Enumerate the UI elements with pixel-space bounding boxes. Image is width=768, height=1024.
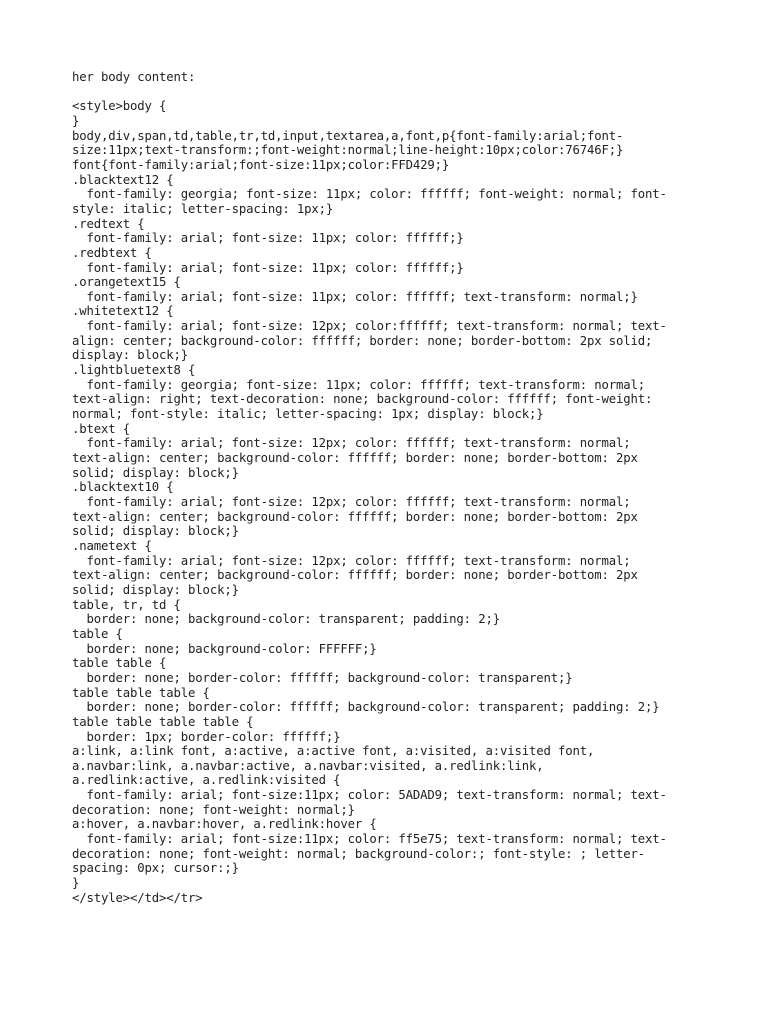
code-line: decoration: none; font-weight: normal;} <box>72 802 355 817</box>
code-line: size:11px;text-transform:;font-weight:normal;line-height:10px;color:76746F;} <box>72 143 624 158</box>
code-line: .blacktext10 { <box>72 480 174 495</box>
code-line: a:hover, a.navbar:hover, a.redlink:hover { <box>72 817 377 832</box>
code-line: .nametext { <box>72 538 152 553</box>
code-line: normal; font-style: italic; letter-spacing: 1px; display: block;} <box>72 407 544 422</box>
code-line: } <box>72 876 80 891</box>
code-line: decoration: none; font-weight: normal; background-color:; font-style: ; letter- <box>72 846 646 861</box>
code-line: table table table { <box>72 685 210 700</box>
code-line: a:link, a:link font, a:active, a:active font, a:visited, a:visited font, <box>72 744 595 759</box>
intro-text: her body content: <box>72 70 196 84</box>
code-line: font-family: arial; font-size: 11px; color: ffffff;} <box>72 260 464 275</box>
code-line: solid; display: block;} <box>72 465 239 480</box>
code-line: } <box>72 113 80 128</box>
code-line: font-family: arial; font-size: 11px; color: ffffff; text-transform: normal;} <box>72 289 638 304</box>
css-code-block <box>72 99 712 905</box>
code-line: font-family: georgia; font-size: 11px; color: ffffff; font-weight: normal; font- <box>72 187 667 202</box>
code-line: .orangetext15 { <box>72 275 181 290</box>
code-line: text-align: center; background-color: ffffff; border: none; border-bottom: 2px <box>72 509 638 524</box>
code-line: border: 1px; border-color: ffffff;} <box>72 729 341 744</box>
code-line: .blacktext12 { <box>72 172 174 187</box>
code-line: font-family: georgia; font-size: 11px; color: ffffff; text-transform: normal; <box>72 377 646 392</box>
code-line: .lightbluetext8 { <box>72 363 196 378</box>
code-line: border: none; background-color: transparent; padding: 2;} <box>72 612 500 627</box>
code-line: body,div,span,td,table,tr,td,input,textarea,a,font,p{font-family:arial;font- <box>72 128 624 143</box>
code-line: border: none; border-color: ffffff; background-color: transparent;} <box>72 670 573 685</box>
code-line: text-align: center; background-color: ffffff; border: none; border-bottom: 2px <box>72 451 638 466</box>
code-line: table { <box>72 626 123 641</box>
code-line: font-family: arial; font-size: 12px; color: ffffff; text-transform: normal; <box>72 436 631 451</box>
code-line: .whitetext12 { <box>72 304 174 319</box>
code-line: text-align: right; text-decoration: none; background-color: ffffff; font-weight: <box>72 392 653 407</box>
code-line: font{font-family:arial;font-size:11px;color:FFD429;} <box>72 157 450 172</box>
code-line: table table { <box>72 656 167 671</box>
code-line: font-family: arial; font-size: 12px; color: ffffff; text-transform: normal; <box>72 553 631 568</box>
code-line: .btext { <box>72 421 131 436</box>
code-line: solid; display: block;} <box>72 582 239 597</box>
code-line: <style>body { <box>72 99 167 114</box>
code-line: spacing: 0px; cursor:;} <box>72 861 239 876</box>
code-line: .redtext { <box>72 216 145 231</box>
code-line: table, tr, td { <box>72 597 181 612</box>
code-line: font-family: arial; font-size:11px; color: ff5e75; text-transform: normal; text- <box>72 832 667 847</box>
code-line: </style></td></tr> <box>72 890 203 905</box>
code-line: solid; display: block;} <box>72 524 239 539</box>
code-line: style: italic; letter-spacing: 1px;} <box>72 201 334 216</box>
code-line: font-family: arial; font-size: 12px; color:ffffff; text-transform: normal; text- <box>72 319 667 334</box>
code-line: font-family: arial; font-size:11px; color: 5ADAD9; text-transform: normal; text- <box>72 788 667 803</box>
document-body <box>72 70 712 905</box>
code-line: a.navbar:link, a.navbar:active, a.navbar:visited, a.redlink:link, <box>72 758 544 773</box>
code-line: table table table table { <box>72 714 254 729</box>
code-line: font-family: arial; font-size: 12px; color: ffffff; text-transform: normal; <box>72 495 631 510</box>
code-line: font-family: arial; font-size: 11px; color: ffffff;} <box>72 231 464 246</box>
code-line: .redbtext { <box>72 245 152 260</box>
code-line: border: none; background-color: FFFFFF;} <box>72 641 377 656</box>
code-line: align: center; background-color: ffffff; border: none; border-bottom: 2px solid; <box>72 333 653 348</box>
code-line: a.redlink:active, a.redlink:visited { <box>72 773 341 788</box>
code-line: display: block;} <box>72 348 189 363</box>
code-line: text-align: center; background-color: ffffff; border: none; border-bottom: 2px <box>72 568 638 583</box>
code-line: border: none; border-color: ffffff; background-color: transparent; padding: 2;} <box>72 700 660 715</box>
